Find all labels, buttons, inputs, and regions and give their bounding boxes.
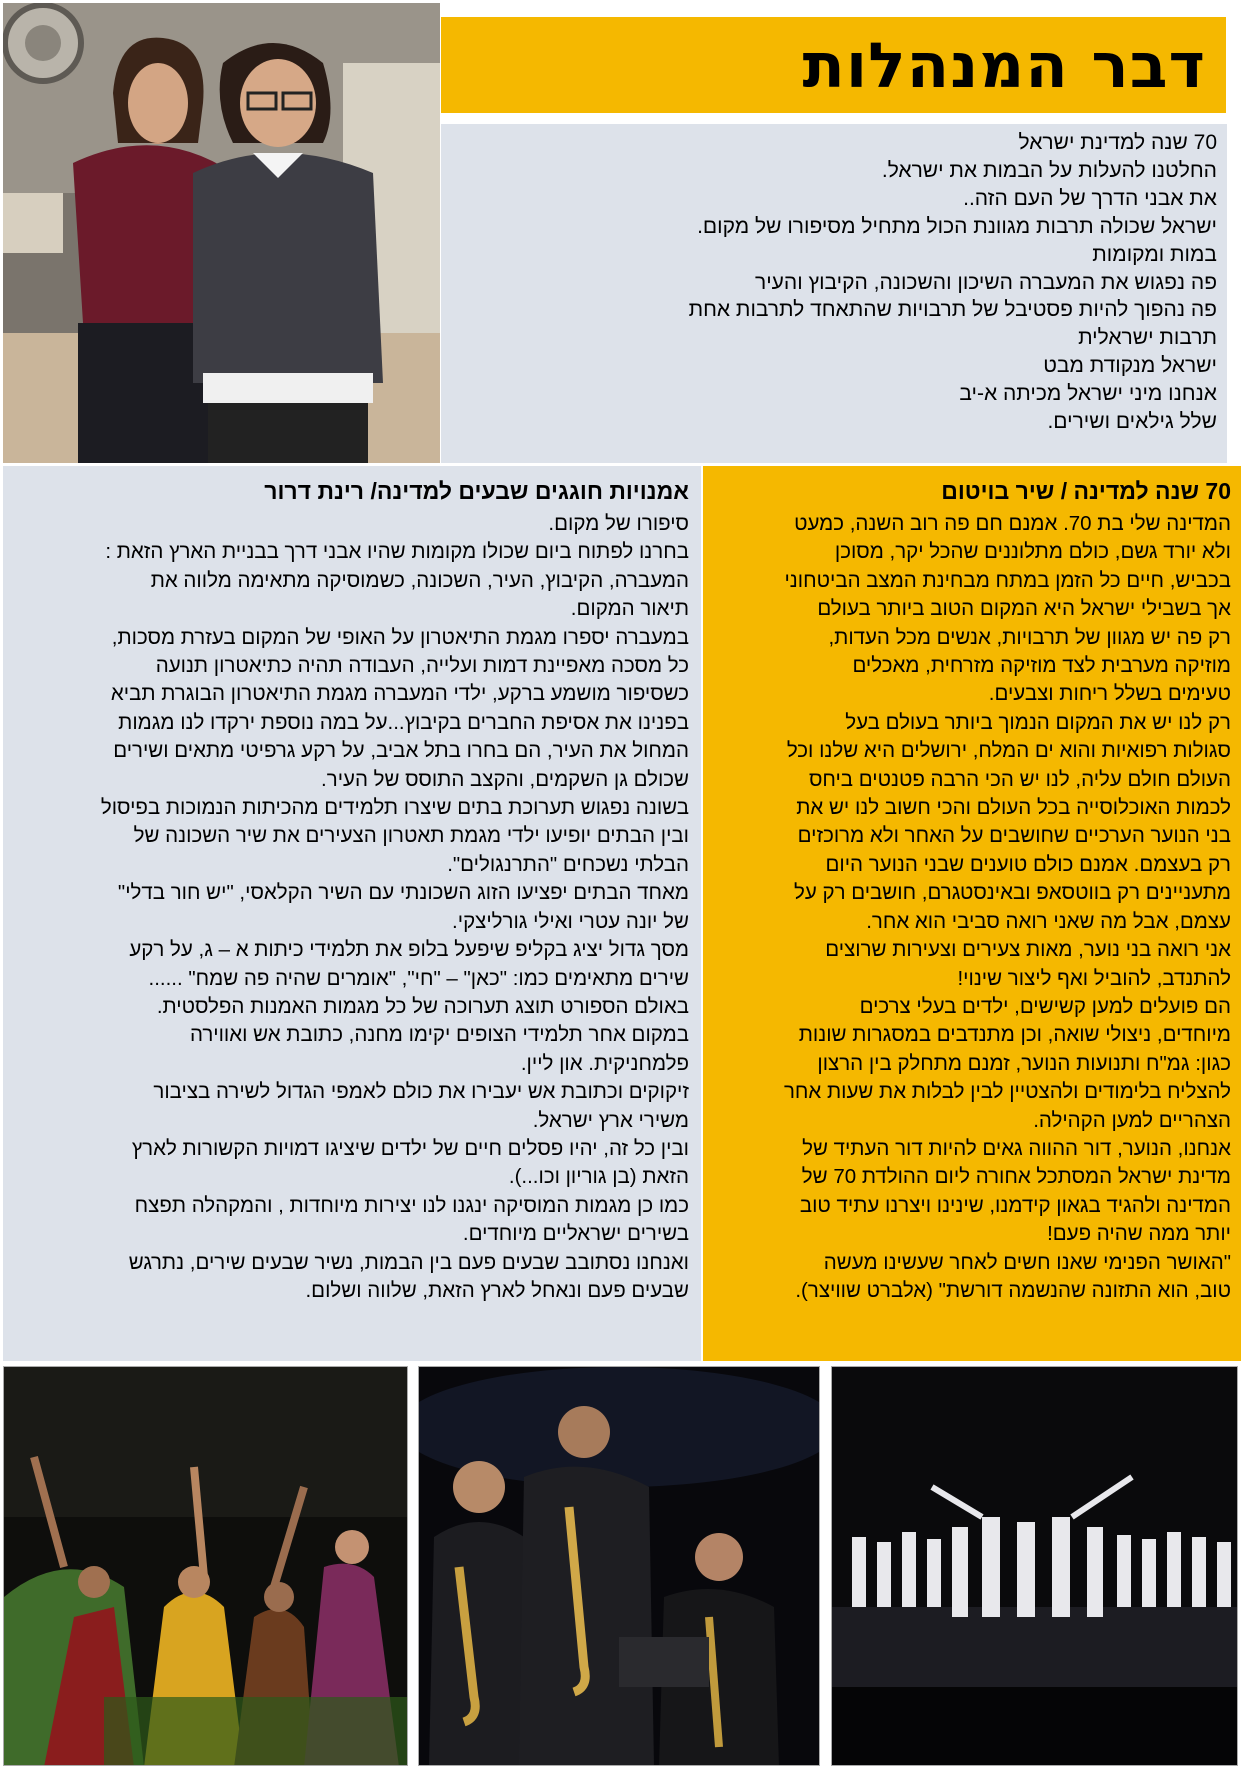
article-line: המדינה שלי בת 70. אמנם חם פה רוב השנה, כמעט (794, 512, 1231, 535)
article-line: לכמות האוכלוסייה בכל העולם והכי חשוב לנו יש את (796, 796, 1231, 820)
article-line: המעברה, הקיבוץ, העיר, השכונה, כשמוסיקה מתאימה מלווה את (150, 568, 689, 592)
page-title: דבר המנהלות (802, 28, 1206, 102)
arts-article (3, 466, 701, 1361)
intro-line: פה נפגוש את המעברה השיכון והשכונה, הקיבוץ והעיר (755, 270, 1217, 294)
article-line: של יונה עטרי ואילי גורליצקי. (452, 909, 689, 933)
intro-line: החלטנו להעלות על הבמות את ישראל. (881, 158, 1217, 182)
article-line: המדינה ולהגיד בגאון קידמנו, שינינו ויצרנו עתיד טוב (799, 1193, 1231, 1217)
photo-principals (3, 3, 440, 463)
article-line: אך בשבילי ישראל היא המקום הטוב ביותר בעולם (817, 597, 1231, 621)
article-line: שבעים פעם ונאחל לארץ הזאת, שלווה ושלום. (305, 1278, 689, 1302)
arts-article-body (13, 510, 689, 1305)
intro-line: תרבות ישראלית (1078, 326, 1217, 350)
article-line: כשסיפור מושמע ברקע, ילדי המעברה מגמת התיאטרון הבוגרת תביא (110, 682, 689, 706)
article-line: כגון: גמ"ח ותנועות הנוער, זמנם מתחלק בין הרצון (817, 1051, 1231, 1075)
intro-line: במות ומקומות (1092, 242, 1217, 266)
intro-line: ישראל מנקודת מבט (1043, 354, 1217, 378)
article-line: ואנחנו נסתובב שבעים פעם בין הבמות, נשיר שבעים שירים, נתרגש (128, 1250, 689, 1274)
article-line: סגולות רפואיות והוא ים המלח, ירושלים היא שלנו וכל (786, 739, 1231, 763)
article-line: המחול את העיר, הם בחרו בתל אביב, על רקע גרפיטי מתאים ושירים (113, 739, 689, 763)
article-line: בני הנוער הערכיים שחושבים על האחר ולא מרוכזים (797, 824, 1231, 848)
article-line: שירים מתאימים כמו: "כאן" – "חי", "אומרים שהיה פה שמח" ...... (148, 966, 689, 990)
intro-line: את אבני הדרך של העם הזה.. (963, 186, 1217, 210)
intro-line: פה נהפוך להיות פסטיבל של תרבויות שהתאחד לתרבות אחת (688, 298, 1217, 322)
article-line: הצהריים למען הקהילה. (1033, 1108, 1231, 1132)
seventy-years-article-title: 70 שנה למדינה / שיר בויטום (941, 478, 1231, 504)
photo-dance-performance (3, 1366, 408, 1766)
article-line: הבלתי נשכחים "התרנגולים". (447, 852, 689, 876)
intro-line: ישראל שכולה תרבות מגוונת הכול מתחיל מסיפורו של מקום. (697, 214, 1217, 238)
article-line: מדינת ישראל המסתכל אחורה ליום ההולדת 70 של (801, 1165, 1231, 1189)
article-line: ולא יורד גשם, כולם מתלוננים שהכל יקר, מסוכן (834, 540, 1231, 564)
article-line: בשירים ישראליים מיוחדים. (462, 1222, 689, 1246)
article-line: בשונה נפגוש תערוכת בתים שיצרו תלמידים מהכיתות הנמוכות בפיסול (100, 796, 689, 820)
article-line: מסך גדול יציג בקליפ שיפעל בלופ את תלמידי כיתות א – ג, על רקע (129, 938, 689, 962)
photo-stage-bow (831, 1366, 1238, 1766)
article-line: פלמחניקית. און ליין. (520, 1051, 689, 1075)
seventy-years-article (703, 466, 1241, 1361)
article-line: הם פועלים למען קשישים, ילדים בעלי צרכים (859, 994, 1231, 1018)
article-line: תיאור המקום. (570, 597, 689, 621)
article-line: בחרנו לפתוח ביום שכולו מקומות שהיו אבני דרך בבניית הארץ הזאת : (105, 540, 689, 564)
article-line: משירי ארץ ישראל. (532, 1108, 689, 1132)
article-line: טוב, הוא התזונה שהנשמה דורשת" (אלברט שוויצר). (795, 1278, 1231, 1302)
article-line: אנחנו, הנוער, דור ההווה גאים להיות דור העתיד של (802, 1136, 1231, 1160)
article-line: במעברה יספרו מגמת התיאטרון על האופי של המקום בעזרת מסכות, (111, 625, 689, 649)
article-line: יותר ממה שהיה פעם! (1047, 1222, 1231, 1246)
photo-saxophone-band (418, 1366, 820, 1766)
article-line: שכולם גן השקמים, והקצב התוסס של העיר. (321, 767, 689, 791)
article-line: מיוחדים, ניצולי שואה, וכן מתנדבים במסגרות שונות (798, 1023, 1231, 1047)
intro-line: אנחנו מיני ישראל מכיתה א-יב (959, 382, 1217, 406)
intro-line: 70 שנה למדינת ישראל (1018, 131, 1217, 154)
article-line: בפנינו את אסיפת החברים בקיבוץ...על במה נוספת ירקדו לנו מגמות (118, 710, 689, 734)
article-line: באולם הספורט תוצג תערוכה של כל מגמות האמנות הפלסטית. (156, 994, 689, 1018)
intro-line: שלל גילאים ושירים. (1047, 410, 1217, 434)
article-line: "האושר הפנימי שאנו חשים לאחר שעשינו מעשה (823, 1250, 1231, 1274)
article-line: רק בעצמם. אמנם כולם טוענים שבני הנוער היום (825, 852, 1231, 876)
article-line: סיפורו של מקום. (548, 512, 689, 535)
article-line: רק לנו יש את המקום הנמוך ביותר בעולם בעל (845, 710, 1231, 734)
seventy-years-article-body (713, 510, 1231, 1305)
article-line: מתעניינים רק בווטסאפ ובאינסטגרם, חושבים רק על (793, 881, 1231, 905)
article-line: העולם חולם עליה, לנו יש הכי הרבה פטנטים ביחס (808, 767, 1231, 791)
article-line: במקום אחר תלמידי הצופים יקימו מחנה, כתובת אש ואווירה (189, 1023, 689, 1047)
article-line: להתנדב, להוביל ואף ליצור שינוי! (957, 966, 1231, 990)
title-banner (441, 17, 1226, 113)
article-line: ובין הבתים יופיעו ילדי מגמת תאטרון הצעירים את שיר השכונה של (133, 824, 689, 848)
article-line: זיקוקים וכתובת אש יעבירו את כולם לאמפי הגדול לשירה בציבור (153, 1080, 689, 1104)
article-line: מאחד הבתים יפציעו הזוג השכונתי עם השיר הקלאסי, "יש חור בדלי" (117, 881, 689, 905)
article-line: הזאת (בן גוריון וכו...). (508, 1165, 689, 1189)
intro-section (441, 124, 1227, 463)
article-line: להצליח בלימודים ולהצטיין לבין לבלות את שעות אחר (783, 1080, 1231, 1104)
article-line: עצמם, אבל מה שאני רואה סביבי הוא אחר. (866, 909, 1231, 933)
article-line: כמו כן מגמות המוסיקה ינגנו לנו יצירות מיוחדות , והמקהלה תפצח (134, 1193, 689, 1217)
article-line: בכביש, חיים כל הזמן במתח מבחינת המצב הביטחוני (784, 568, 1231, 592)
article-line: טעימים בשלל ריחות וצבעים. (988, 682, 1231, 706)
article-line: אני רואה בני נוער, מאות צעירים וצעירות שרוצים (825, 938, 1231, 962)
article-line: מוזיקה מערבית לצד מוזיקה מזרחית, מאכלים (852, 654, 1231, 678)
article-line: רק פה יש מגוון של תרבויות, אנשים מכל העדות, (828, 625, 1231, 649)
article-line: כל מסכה מאפיינת דמות ועלייה, העבודה תהיה כתיאטרון תנועה (155, 654, 689, 678)
arts-article-title: אמנויות חוגגים שבעים למדינה/ רינת דרור (264, 478, 689, 504)
article-line: ובין כל זה, יהיו פסלים חיים של ילדים שיציגו דמויות הקשורות לארץ (131, 1136, 689, 1160)
